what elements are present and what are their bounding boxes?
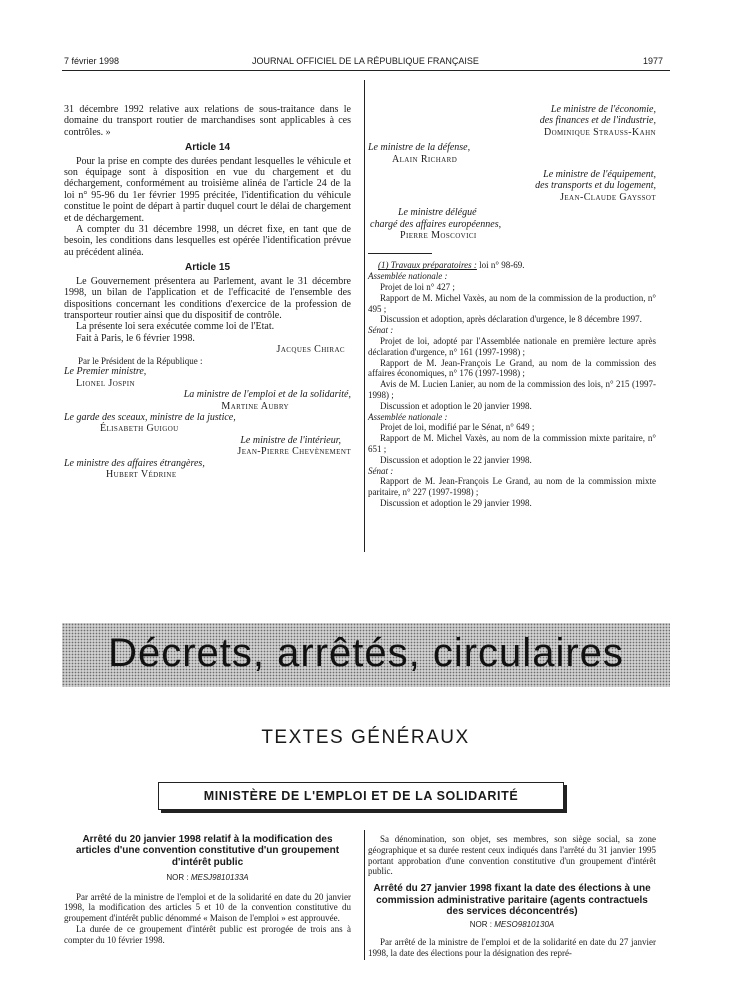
bottom-column-divider	[364, 830, 365, 960]
article-14-title: Article 14	[184, 142, 231, 154]
notes-senat1-c: Avis de M. Lucien Lanier, au nom de la commission des lois, n° 215 (1997-1998) ;	[368, 379, 656, 401]
banner-title: Décrets, arrêtés, circulaires	[108, 631, 624, 675]
signature-pm-name: Lionel Jospin	[76, 377, 135, 389]
section-title: TEXTES GÉNÉRAUX	[261, 727, 470, 748]
notes-senat1-a: Projet de loi, adopté par l'Assemblée nationale en première lecture après déclaration d'urgence, n° 161 (1997-1998) ;	[368, 336, 656, 357]
signature-equipement-name: Jean-Claude Gayssot	[560, 191, 656, 203]
header-date: 7 février 1998	[64, 56, 120, 66]
article-15-paragraph-1: Le Gouvernement présentera au Parlement, avant le 31 décembre 1998, un bilan de l'application et de l'efficacité de l'ensemble des dispositions concernant les conditions d'exercice de la profession de transporteur routier ainsi que du dispositif de contrôle.	[64, 275, 351, 321]
notes-an2-b: Rapport de M. Michel Vaxès, au nom de la commission mixte paritaire, n° 651 ;	[368, 433, 656, 455]
signature-europe-title-1: Le ministre délégué	[398, 207, 477, 219]
signature-justice-title: Le garde des sceaux, ministre de la justice,	[64, 411, 236, 423]
notes-an1-a: Projet de loi n° 427 ;	[380, 282, 455, 293]
notes-intro-rest: loi n° 98-69.	[476, 260, 525, 271]
preparatory-notes	[368, 260, 656, 508]
bottom-right-column	[368, 834, 656, 958]
continuation-text: 31 décembre 1992 relative aux relations de sous-traitance dans le domaine du transport routier de marchandises sont applicables à ces contrôles. »	[64, 104, 351, 138]
signature-affaires-title: Le ministre des affaires étrangères,	[64, 457, 205, 469]
signature-europe-title-2: chargé des affaires européennes,	[370, 218, 502, 230]
denomination-paragraph: Sa dénomination, son objet, ses membres, son siège social, sa zone géographique et sa durée restent ceux indiqués dans l'arrêté du 31 janvier 1995 portant approbation d'une convention constitutive d'un groupement d'intérêt public.	[368, 834, 656, 877]
signature-affaires-name: Hubert Védrine	[106, 468, 177, 480]
nor-code-2: MESO9810130A	[494, 920, 555, 930]
notes-senat2-b: Discussion et adoption le 29 janvier 1998.	[380, 498, 532, 508]
notes-rule	[368, 253, 432, 254]
arrete-20-janvier-paragraph-1: Par arrêté de la ministre de l'emploi et de la solidarité en date du 20 janvier 1998, la modification des articles 5 et 10 de la convention constitutive du groupement d'intérêt public dénommé « Maison de l'emploi » est approuvée.	[64, 891, 351, 924]
signature-defense-name: Alain Richard	[392, 153, 458, 165]
notes-an1-label: Assemblée nationale :	[368, 271, 448, 282]
article-15-title: Article 15	[184, 262, 231, 274]
bottom-left-column	[64, 834, 351, 946]
signature-europe-name: Pierre Moscovici	[400, 230, 477, 242]
ministry-box	[158, 782, 564, 810]
notes-senat2-a: Rapport de M. Jean-François Le Grand, au nom de la commission mixte paritaire, n° 227 (1997-1998) ;	[368, 476, 656, 498]
arrete-27-janvier-paragraph-1: Par arrêté de la ministre de l'emploi et de la solidarité en date du 27 janvier 1998, la date des élections pour la désignation des repré-	[368, 936, 656, 958]
signature-equipement-title-2: des transports et du logement,	[535, 180, 656, 192]
page-number: 1977	[642, 56, 663, 66]
left-column	[64, 104, 351, 480]
signature-equipement-title-1: Le ministre de l'équipement,	[543, 169, 656, 181]
notes-an1-c: Discussion et adoption, après déclaration d'urgence, le 8 décembre 1997.	[380, 314, 642, 325]
done-at: Fait à Paris, le 6 février 1998.	[76, 332, 195, 344]
execution-clause: La présente loi sera exécutée comme loi de l'Etat.	[76, 321, 275, 333]
column-divider	[364, 80, 365, 552]
nor-label-1: NOR :	[166, 873, 191, 883]
article-14-paragraph-2: A compter du 31 décembre 1998, un décret fixe, en tant que de besoin, les conditions dans lesquelles est opérée l'identification prévue au précédent alinéa.	[64, 224, 351, 258]
nor-code-1: MESJ9810133A	[190, 873, 249, 883]
signature-interieur-title: Le ministre de l'intérieur,	[240, 434, 341, 446]
right-column	[368, 104, 656, 509]
notes-an2-a: Projet de loi, modifié par le Sénat, n° 649 ;	[380, 422, 535, 433]
signature-economie-title-1: Le ministre de l'économie,	[550, 104, 656, 115]
signature-interieur-name: Jean-Pierre Chevènement	[237, 446, 351, 458]
notes-senat2-label: Sénat :	[368, 465, 394, 476]
notes-senat1-b: Rapport de M. Jean-François Le Grand, au nom de la commission des affaires économiques, n° 176 (1997-1998) ;	[368, 357, 656, 379]
notes-intro-label: (1) Travaux préparatoires :	[378, 260, 477, 271]
arrete-20-janvier-paragraph-2: La durée de ce groupement d'intérêt public est prorogée de trois ans à compter du 10 février 1998.	[64, 924, 351, 945]
nor-label-2: NOR :	[469, 920, 495, 930]
signature-president: Jacques Chirac	[276, 344, 345, 356]
signature-economie-title-2: des finances et de l'industrie,	[539, 115, 656, 127]
notes-an2-label: Assemblée nationale :	[368, 411, 448, 422]
journal-title: JOURNAL OFFICIEL DE LA RÉPUBLIQUE FRANÇAISE	[252, 56, 479, 66]
arrete-27-janvier-title: Arrêté du 27 janvier 1998 fixant la date des élections à une commission administrative paritaire (agents contractuels des services déconcentrés)	[373, 883, 651, 917]
notes-an1-b: Rapport de M. Michel Vaxès, au nom de la commission de la production, n° 495 ;	[368, 292, 656, 314]
arrete-27-janvier-nor	[368, 919, 656, 930]
notes-an2-c: Discussion et adoption le 22 janvier 1998.	[380, 454, 532, 465]
signature-pm-title: Le Premier ministre,	[64, 366, 147, 378]
arrete-20-janvier-nor	[64, 872, 351, 883]
section-banner	[62, 623, 670, 687]
notes-senat1-label: Sénat :	[368, 325, 394, 336]
signature-justice-name: Élisabeth Guigou	[100, 423, 179, 435]
signature-emploi-title: La ministre de l'emploi et de la solidarité,	[183, 389, 351, 401]
signature-economie-name: Dominique Strauss-Kahn	[543, 126, 656, 138]
signature-defense-title: Le ministre de la défense,	[368, 142, 471, 154]
header-rule	[62, 70, 670, 71]
notes-senat1-d: Discussion et adoption le 20 janvier 1998.	[380, 400, 532, 411]
signature-emploi-name: Martine Aubry	[221, 400, 289, 412]
by-president: Par le Président de la République :	[78, 355, 203, 366]
article-14-paragraph-1: Pour la prise en compte des durées pendant lesquelles le véhicule et son équipage sont à disposition en vue du chargement et du déchargement, conformément au troisième alinéa de l'article 24 de la loi n° 95-96 du 1er février 1995 précitée, l'identification du véhicule constitue le point de départ à partir duquel court le délai de chargement et de déchargement.	[64, 155, 351, 224]
arrete-20-janvier-title: Arrêté du 20 janvier 1998 relatif à la modification des articles d'une convention constitutive d'un groupement d'intérêt public	[75, 834, 340, 868]
ministry-title: MINISTÈRE DE L'EMPLOI ET DE LA SOLIDARITÉ	[203, 789, 519, 803]
